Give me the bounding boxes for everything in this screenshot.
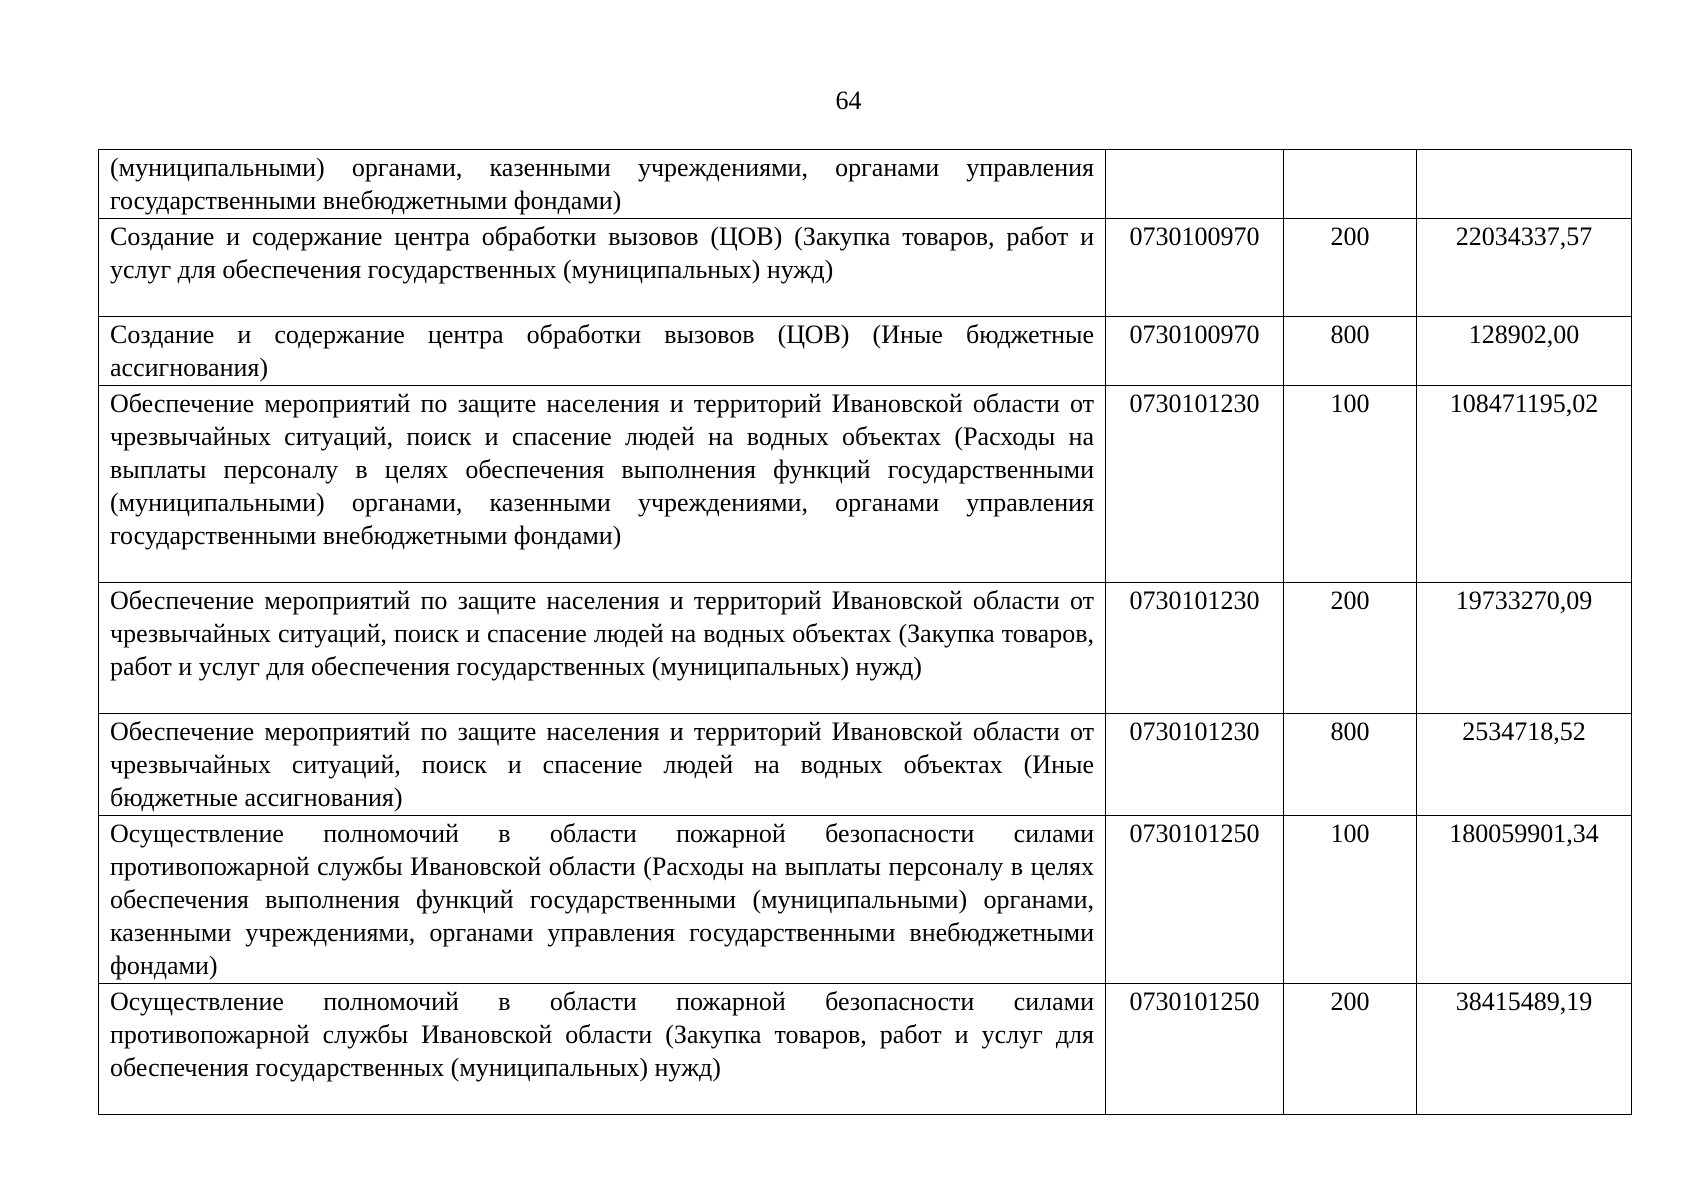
table-row <box>99 714 1632 816</box>
table-row <box>99 150 1632 219</box>
row-amount: 2534718,52 <box>1417 714 1632 816</box>
row-description: Создание и содержание центра обработки вызовов (ЦОВ) (Иные бюджетные ассигнования) <box>99 317 1106 386</box>
row-amount: 128902,00 <box>1417 317 1632 386</box>
row-amount: 19733270,09 <box>1417 583 1632 714</box>
row-expense-type: 800 <box>1284 714 1417 816</box>
budget-table <box>98 149 1632 1115</box>
row-expense-type: 200 <box>1284 219 1417 317</box>
row-description: Обеспечение мероприятий по защите населения и территорий Ивановской области от чрезвычайных ситуаций, поиск и спасение людей на водных объектах (Расходы на выплаты персоналу в целях обеспечения выполнения функций государственными (муниципальными) органами, казенными учреждениями, органами управления государственными внебюджетными фондами) <box>99 386 1106 583</box>
row-target-code: 0730101230 <box>1106 583 1284 714</box>
row-amount: 108471195,02 <box>1417 386 1632 583</box>
table-row <box>99 583 1632 714</box>
page-number: 64 <box>835 86 862 115</box>
row-amount: 180059901,34 <box>1417 816 1632 984</box>
table-row <box>99 386 1632 583</box>
row-target-code: 0730101250 <box>1106 984 1284 1115</box>
row-description: Осуществление полномочий в области пожарной безопасности силами противопожарной службы Ивановской области (Закупка товаров, работ и услуг для обеспечения государственных (муниципальных) нужд) <box>99 984 1106 1115</box>
row-expense-type <box>1284 150 1417 219</box>
table-row <box>99 317 1632 386</box>
row-description: Создание и содержание центра обработки вызовов (ЦОВ) (Закупка товаров, работ и услуг для обеспечения государственных (муниципальных) нужд) <box>99 219 1106 317</box>
table-row <box>99 984 1632 1115</box>
row-description: Обеспечение мероприятий по защите населения и территорий Ивановской области от чрезвычайных ситуаций, поиск и спасение людей на водных объектах (Иные бюджетные ассигнования) <box>99 714 1106 816</box>
table-row <box>99 816 1632 984</box>
row-target-code: 0730100970 <box>1106 317 1284 386</box>
row-target-code: 0730101230 <box>1106 714 1284 816</box>
row-amount: 22034337,57 <box>1417 219 1632 317</box>
row-description: Осуществление полномочий в области пожарной безопасности силами противопожарной службы Ивановской области (Расходы на выплаты персоналу в целях обеспечения выполнения функций государственными (муниципальными) органами, казенными учреждениями, органами управления государственными внебюджетными фондами) <box>99 816 1106 984</box>
row-target-code <box>1106 150 1284 219</box>
row-description: (муниципальными) органами, казенными учреждениями, органами управления государственными внебюджетными фондами) <box>99 150 1106 219</box>
row-amount: 38415489,19 <box>1417 984 1632 1115</box>
row-expense-type: 200 <box>1284 583 1417 714</box>
row-amount <box>1417 150 1632 219</box>
table-row <box>99 219 1632 317</box>
row-description: Обеспечение мероприятий по защите населения и территорий Ивановской области от чрезвычайных ситуаций, поиск и спасение людей на водных объектах (Закупка товаров, работ и услуг для обеспечения государственных (муниципальных) нужд) <box>99 583 1106 714</box>
row-target-code: 0730101250 <box>1106 816 1284 984</box>
row-expense-type: 800 <box>1284 317 1417 386</box>
row-target-code: 0730100970 <box>1106 219 1284 317</box>
row-expense-type: 200 <box>1284 984 1417 1115</box>
row-expense-type: 100 <box>1284 386 1417 583</box>
row-target-code: 0730101230 <box>1106 386 1284 583</box>
row-expense-type: 100 <box>1284 816 1417 984</box>
